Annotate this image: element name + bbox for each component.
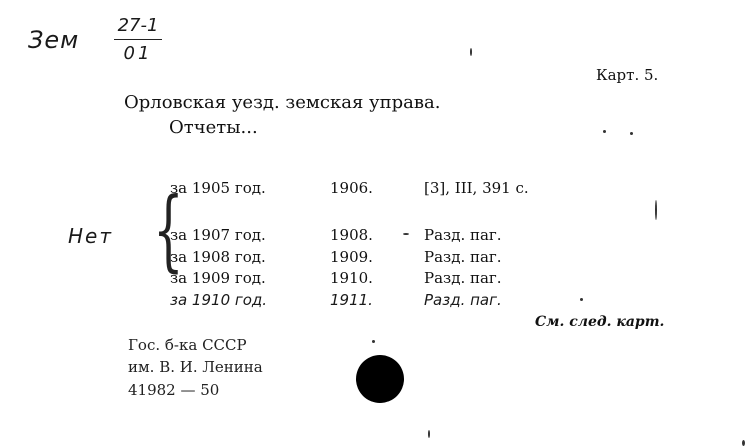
entry-period: за 1909 год.: [170, 269, 266, 287]
speck: [655, 200, 657, 220]
speck: [630, 132, 633, 135]
see-next-card: См. след. карт.: [535, 314, 665, 330]
card-number: Карт. 5.: [596, 66, 659, 84]
entry-note: Разд. паг.: [424, 269, 502, 287]
punch-hole: [356, 355, 404, 403]
handwritten-entry-note: Разд. паг.: [424, 291, 502, 309]
handwritten-entry-period: за 1910 год.: [170, 291, 268, 309]
fraction-denominator: 01: [123, 43, 153, 64]
handwritten-code: Зем: [28, 26, 80, 54]
card-title: Орловская уезд. земская управа.: [124, 92, 441, 113]
entry-published: 1908.: [330, 226, 373, 244]
entry-note: Разд. паг.: [424, 226, 502, 244]
speck: [428, 430, 430, 438]
entry-period: за 1905 год.: [170, 179, 266, 197]
handwritten-none-mark: Нет: [68, 224, 113, 248]
handwritten-fraction: [114, 16, 162, 64]
entry-note: [3], III, 391 с.: [424, 179, 529, 197]
entry-period: за 1908 год.: [170, 248, 266, 266]
speck: [403, 233, 409, 235]
entry-published: 1906.: [330, 179, 373, 197]
speck: [470, 48, 472, 56]
library-stamp-line: Гос. б-ка СССР: [128, 336, 247, 354]
card-subtitle: Отчеты...: [169, 117, 258, 138]
speck: [580, 298, 583, 301]
speck: [372, 340, 375, 343]
speck: [603, 130, 606, 133]
entry-note: Разд. паг.: [424, 248, 502, 266]
library-stamp-line: 41982 — 50: [128, 381, 220, 399]
curly-brace-icon: {: [153, 178, 184, 281]
library-stamp-line: им. В. И. Ленина: [128, 358, 263, 376]
entry-published: 1910.: [330, 269, 373, 287]
entry-published: 1909.: [330, 248, 373, 266]
entry-period: за 1907 год.: [170, 226, 266, 244]
speck: [742, 440, 745, 446]
handwritten-entry-published: 1911.: [330, 291, 373, 309]
fraction-numerator: 27-1: [117, 15, 159, 36]
fraction-bar: [114, 39, 162, 40]
